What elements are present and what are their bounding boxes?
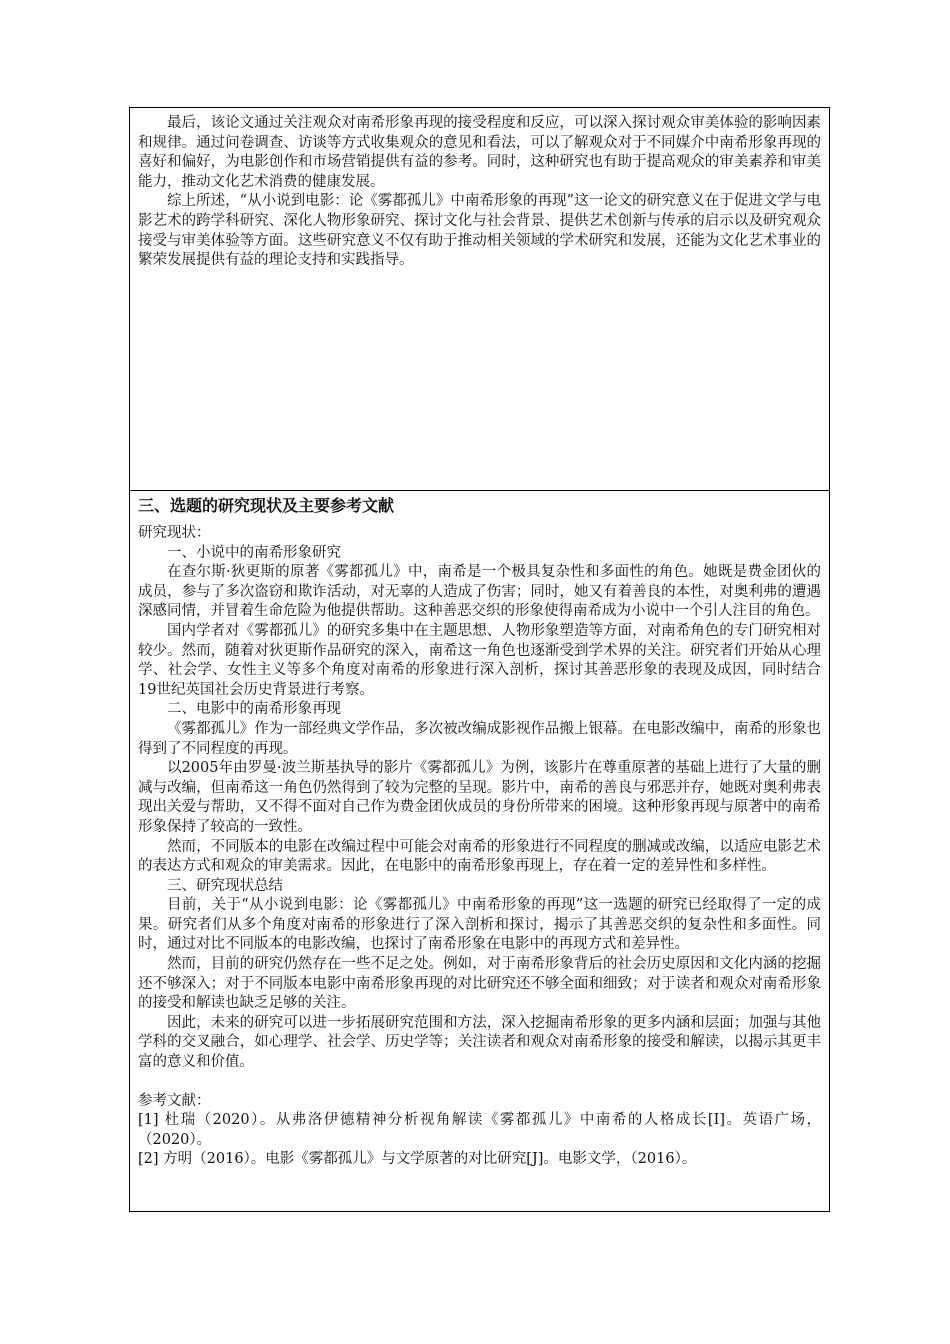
research-significance-cell <box>130 108 829 491</box>
section-title: 三、选题的研究现状及主要参考文献 <box>138 496 395 515</box>
paragraph: 《雾都孤儿》作为一部经典文学作品，多次被改编成影视作品搬上银幕。在电影改编中，南希的形象也得到了不同程度的再现。 <box>138 720 821 757</box>
paragraph: 因此，未来的研究可以进一步拓展研究范围和方法，深入挖掘南希形象的更多内涵和层面；加强与其他学科的交叉融合，如心理学、社会学、历史学等；关注读者和观众对南希形象的接受和解读，以揭示其更丰富的意义和价值。 <box>138 1014 821 1071</box>
paragraph: 然而，目前的研究仍然存在一些不足之处。例如，对于南希形象背后的社会历史原因和文化内涵的挖掘还不够深入；对于不同版本电影中南希形象再现的对比研究还不够全面和细致；对于读者和观众对南希形象的接受和解读也缺乏足够的关注。 <box>138 956 821 1012</box>
paragraph: 最后，该论文通过关注观众对南希形象再现的接受程度和反应，可以深入探讨观众审美体验的影响因素和规律。通过问卷调查、访谈等方式收集观众的意见和看法，可以了解观众对于不同媒介中南希形象再现的喜好和偏好，为电影创作和市场营销提供有益的参考。同时，这种研究也有助于提高观众的审美素养和审美能力，推动文化艺术消费的健康发展。 <box>138 115 821 190</box>
status-label: 研究现状： <box>138 525 211 541</box>
subheading: 三、研究现状总结 <box>167 877 283 894</box>
paragraph: 综上所述，“从小说到电影：论《雾都孤儿》中南希形象的再现”这一论文的研究意义在于促进文学与电影艺术的跨学科研究、深化人物形象研究、探讨文化与社会背景、提供艺术创新与传承的启示以及研究观众接受与审美体验等方面。这些研究意义不仅有助于推动相关领域的学术研究和发展，还能为文化艺术事业的繁荣发展提供有益的理论支持和实践指导。 <box>138 193 821 269</box>
subheading: 二、电影中的南希形象再现 <box>167 701 341 718</box>
research-status-cell <box>130 491 829 1211</box>
paragraph: 目前，关于“从小说到电影：论《雾都孤儿》中南希形象的再现”这一选题的研究已经取得了一定的成果。研究者们从多个角度对南希的形象进行了深入剖析和探讨，揭示了其善恶交织的复杂性和多面性。同时，通过对比不同版本的电影改编，也探讨了南希形象在电影中的再现方式和差异性。 <box>138 897 821 953</box>
paragraph: 在查尔斯·狄更斯的原著《雾都孤儿》中，南希是一个极具复杂性和多面性的角色。她既是费金团伙的成员，参与了多次盗窃和欺诈活动，对无辜的人造成了伤害；同时，她又有着善良的本性，对奥利弗的遭遇深感同情，并冒着生命危险为他提供帮助。这种善恶交织的形象使得南希成为小说中一个引人注目的角色。 <box>138 564 821 620</box>
spacer <box>138 1073 821 1092</box>
paragraph: 国内学者对《雾都孤儿》的研究多集中在主题思想、人物形象塑造等方面，对南希角色的专门研究相对较少。然而，随着对狄更斯作品研究的深入，南希这一角色也逐渐受到学术界的关注。研究者们开始从心理学、社会学、女性主义等多个角度对南希的形象进行深入剖析，探讨其善恶形象的表现及成因，同时结合19世纪英国社会历史背景进行考察。 <box>138 622 821 698</box>
paragraph: 以2005年由罗曼·波兰斯基执导的影片《雾都孤儿》为例，该影片在尊重原著的基础上进行了大量的删减与改编，但南希这一角色仍然得到了较为完整的呈现。影片中，南希的善良与邪恶并存，她既对奥利弗表现出关爱与帮助，又不得不面对自己作为费金团伙成员的身份所带来的困境。这种形象再现与原著中的南希形象保持了较高的一致性。 <box>138 760 821 835</box>
proposal-table <box>129 107 830 1212</box>
subheading: 一、小说中的南希形象研究 <box>167 544 341 561</box>
references-label: 参考文献： <box>138 1092 211 1109</box>
reference-item: [2] 方明（2016）。电影《雾都孤儿》与文学原著的对比研究[J]。电影文学，（2016）。 <box>138 1151 697 1168</box>
paragraph: 然而，不同版本的电影在改编过程中可能会对南希的形象进行不同程度的删减或改编，以适应电影艺术的表达方式和观众的审美需求。因此，在电影中的南希形象再现上，存在着一定的差异性和多样性。 <box>138 838 821 875</box>
reference-item: [1] 杜瑞（2020）。从弗洛伊德精神分析视角解读《雾都孤儿》中南希的人格成长[I]。英语广场，（2020）。 <box>138 1112 821 1148</box>
